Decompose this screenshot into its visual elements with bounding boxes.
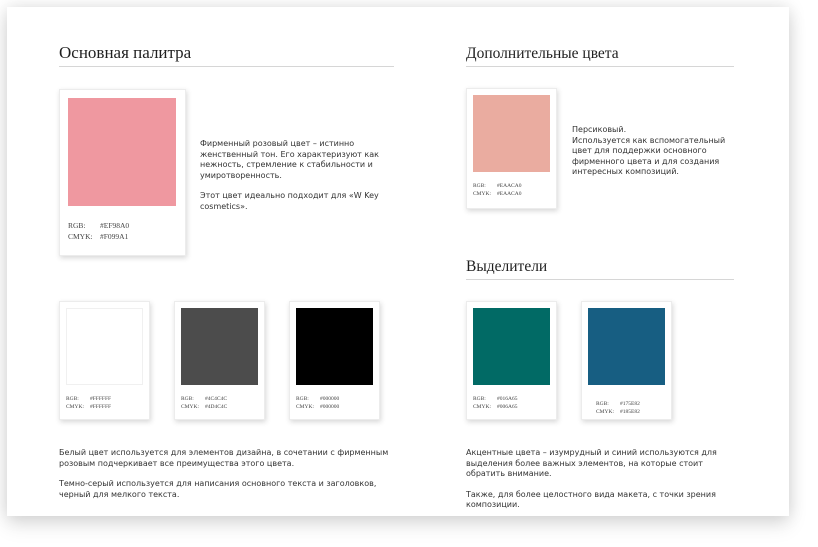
cmyk-label: CMYK: bbox=[473, 191, 492, 197]
rgb-label: RGB: bbox=[68, 221, 86, 230]
blue-color-codes bbox=[596, 400, 640, 416]
peach-color-codes bbox=[473, 182, 521, 198]
cmyk-value: #000000 bbox=[320, 404, 340, 410]
emerald-color-card bbox=[466, 301, 557, 420]
black-swatch bbox=[296, 308, 373, 385]
cmyk-label: CMYK: bbox=[296, 404, 315, 410]
main-palette-divider bbox=[59, 66, 394, 67]
rgb-label: RGB: bbox=[596, 401, 609, 407]
cmyk-label: CMYK: bbox=[68, 232, 93, 241]
black-color-card bbox=[289, 301, 380, 420]
rgb-value: #016A65 bbox=[497, 396, 518, 402]
cmyk-label: CMYK: bbox=[596, 409, 615, 415]
palette-page bbox=[7, 7, 789, 516]
cmyk-value: #006A65 bbox=[497, 404, 518, 410]
rgb-value: #EAACA0 bbox=[497, 183, 522, 189]
additional-colors-divider bbox=[466, 66, 734, 67]
pink-description-p1: Фирменный розовый цвет – истинно женственный тон. Его характеризуют как нежность, стремление к стабильности и умиротворенность. bbox=[200, 139, 379, 180]
pink-color-card bbox=[59, 89, 186, 256]
peach-description bbox=[572, 125, 732, 178]
gray-color-codes bbox=[181, 395, 227, 411]
white-color-codes bbox=[66, 395, 111, 411]
rgb-value: #FFFFFF bbox=[90, 396, 112, 402]
rgb-label: RGB: bbox=[181, 396, 194, 402]
pink-color-codes bbox=[68, 220, 129, 242]
emerald-color-codes bbox=[473, 395, 517, 411]
blue-swatch bbox=[588, 308, 665, 385]
additional-colors-title: Дополнительные цвета bbox=[466, 45, 619, 62]
cmyk-label: CMYK: bbox=[473, 404, 492, 410]
neutral-description-p2: Темно-серый используется для написания основного текста и заголовков, черный для мелкого текста. bbox=[59, 479, 377, 499]
black-color-codes bbox=[296, 395, 339, 411]
rgb-value: #175E82 bbox=[620, 401, 640, 407]
white-swatch bbox=[66, 308, 143, 385]
blue-color-card bbox=[581, 301, 672, 420]
rgb-value: #EF98A0 bbox=[100, 221, 130, 230]
rgb-label: RGB: bbox=[296, 396, 309, 402]
peach-swatch bbox=[473, 95, 550, 172]
pink-swatch bbox=[68, 98, 176, 206]
gray-swatch bbox=[181, 308, 258, 385]
accent-description-p1: Акцентные цвета – изумрудный и синий используются для выделения более важных элементов, на которые стоит обратить внимание. bbox=[466, 448, 717, 478]
highlighters-title: Выделители bbox=[466, 258, 548, 275]
white-color-card bbox=[59, 301, 150, 420]
peach-description-p2: Используется как вспомогательный цвет для поддержки основного фирменного цвета и для создания интересных композиций. bbox=[572, 135, 726, 176]
rgb-value: #000000 bbox=[320, 396, 340, 402]
accent-colors-description bbox=[466, 448, 736, 511]
cmyk-value: #EAACA0 bbox=[497, 191, 522, 197]
pink-description bbox=[200, 139, 385, 212]
accent-description-p2: Также, для более целостного вида макета, с точки зрения композиции. bbox=[466, 489, 716, 509]
cmyk-value: #F099A1 bbox=[100, 232, 129, 241]
rgb-label: RGB: bbox=[66, 396, 79, 402]
cmyk-value: #4D4C4C bbox=[205, 404, 228, 410]
neutral-colors-description bbox=[59, 448, 389, 500]
cmyk-label: CMYK: bbox=[66, 404, 85, 410]
emerald-swatch bbox=[473, 308, 550, 385]
gray-color-card bbox=[174, 301, 265, 420]
rgb-value: #4C4C4C bbox=[205, 396, 228, 402]
main-palette-title: Основная палитра bbox=[59, 43, 192, 62]
peach-color-card bbox=[466, 88, 557, 209]
rgb-label: RGB: bbox=[473, 183, 486, 189]
highlighters-divider bbox=[466, 279, 734, 280]
cmyk-value: #FFFFFF bbox=[90, 404, 112, 410]
rgb-label: RGB: bbox=[473, 396, 486, 402]
cmyk-label: CMYK: bbox=[181, 404, 200, 410]
peach-description-p1: Персиковый. bbox=[572, 125, 627, 134]
neutral-description-p1: Белый цвет используется для элементов дизайна, в сочетании с фирменным розовым подчеркивает все преимущества этого цвета. bbox=[59, 448, 389, 468]
pink-description-p2: Этот цвет идеально подходит для «W Key cosmetics». bbox=[200, 191, 379, 211]
cmyk-value: #185E82 bbox=[620, 409, 640, 415]
